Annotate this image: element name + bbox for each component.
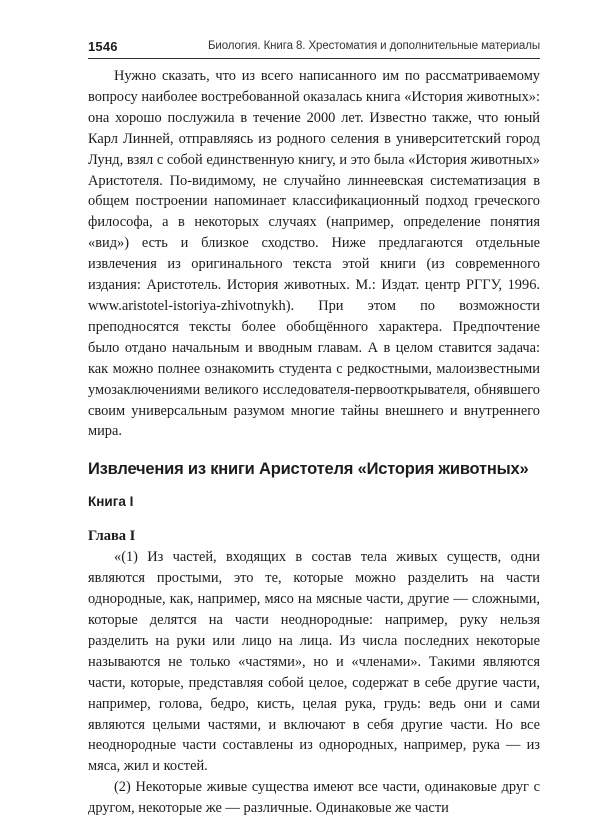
running-head bbox=[88, 38, 540, 59]
excerpt-paragraph-2: (2) Некоторые живые существа имеют все части, одинаковые друг с другом, некоторые же — различные. Одинаковые же части bbox=[88, 779, 540, 817]
excerpt-paragraph-1: «(1) Из частей, входящих в состав тела живых существ, одни являются простыми, это те, которые можно разделить на части однородные, как, например, мясо на мясные части, другие — сложными, которые делятся на части неоднородные: например, руку нельзя разделить на руки или лицо на лица. Из числа последних некоторые называются не только «частями», но и «членами». Такими являются части, которые, представляя собой целое, содержат в себе другие части, например, голова, бедро, кисть, целая рука, грудь: ведь они и сами являются целыми частями, и включают в себя другие части. Но все неоднородные части составлены из однородных, например, рука — из мяса, жил и костей. bbox=[88, 549, 540, 775]
page-number: 1546 bbox=[88, 39, 118, 54]
book-title: Книга I bbox=[88, 494, 134, 510]
intro-paragraph: Нужно сказать, что из всего написанного им по рассматриваемому вопросу наиболее востребованной оказалась книга «История животных»: она хорошо послужила в течение 2000 лет. Известно также, что юный Карл Линней, отправляясь из родного селения в университетский город Лунд, взял с собой единственную книгу, и это была «История животных» Аристотеля. По-видимому, не случайно линнеевская систематизация в общем построении напоминает классификационный подход греческого философа, а в некоторых случаях (например, определение понятия «вид») есть и близкое сходство. Ниже предлагаются отдельные извлечения из оригинального текста этой книги (из современного издания: Аристотель. История животных. М.: Издат. центр РГГУ, 1996. www.aristotel-istoriya-zhivotnykh). При этом по возможности преподносятся тексты более обобщённого характера. Предпочтение было отдано начальным и вводным главам. А в целом ставится задача: как можно полнее ознакомить студента с редкостными, малоизвестными умозаключениями великого исследователя-первооткрывателя, обнявшего своим универсальным разумом многие тайны внешнего и внутреннего мира. bbox=[88, 68, 540, 440]
chapter-title: Глава I bbox=[88, 528, 136, 545]
page-body bbox=[88, 66, 540, 819]
section-title: Извлечения из книги Аристотеля «История животных» bbox=[88, 460, 529, 479]
running-title: Биология. Книга 8. Хрестоматия и дополнительные материалы bbox=[207, 40, 540, 52]
